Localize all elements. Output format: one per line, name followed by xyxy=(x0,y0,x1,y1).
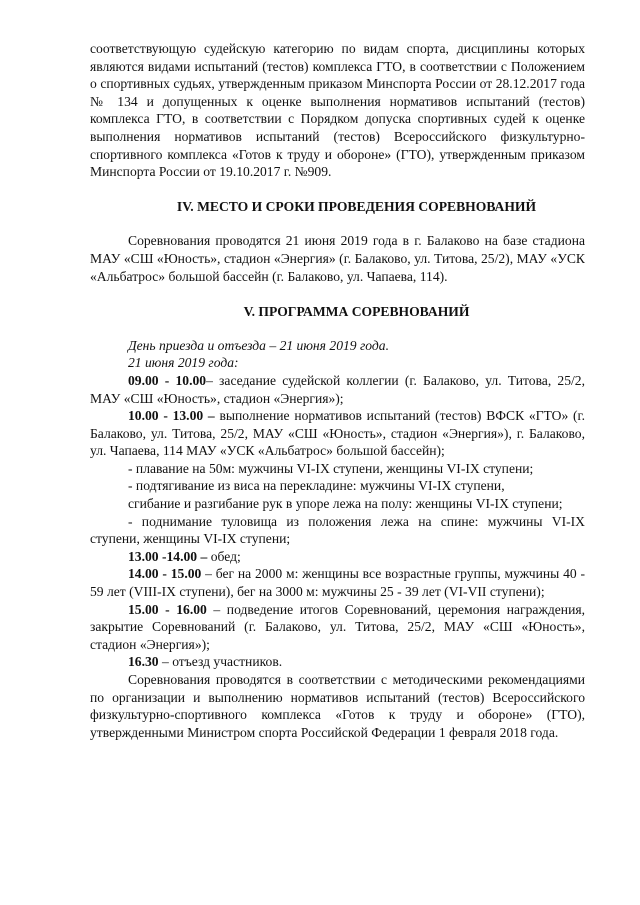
schedule-item-run xyxy=(90,565,585,600)
schedule-time: 16.30 xyxy=(128,654,159,670)
arrival-line xyxy=(90,337,585,355)
schedule-text: – заседание судейской коллегии (г. Балаково, ул. Титова, 25/2, МАУ «СШ «Юность», стадион «Энергия»); xyxy=(90,372,585,406)
intro-paragraph: соответствующую судейскую категорию по видам спорта, дисциплины которых являются видами испытаний (тестов) комплекса ГТО, в соответствии с Положением о спортивных судьях, утвержденным приказом Минспорта России от 28.12.2017 года № 134 и допущенных к оценке выполнения нормативов испытаний (тестов) комплекса ГТО, в соответствии с Порядком допуска спортивных судей к оценке выполнения нормативов испытаний (тестов) Всероссийского физкультурно-спортивного комплекса «Готов к труду и обороне» (ГТО), утвержденным приказом Минспорта России от 19.10.2017 г. №909. xyxy=(90,41,585,180)
schedule-item-tests xyxy=(90,407,585,460)
section-4-title: IV. МЕСТО И СРОКИ ПРОВЕДЕНИЯ СОРЕВНОВАНИЙ xyxy=(176,198,537,214)
final-paragraph: Соревнования проводятся в соответствии с методическими рекомендациями по организации и выполнению нормативов испытаний (тестов) Всероссийского физкультурно-спортивного комплекса «Готов к труду и обороне» (ГТО), утвержденными Министром спорта Российской Федерации 1 февраля 2018 года. xyxy=(90,672,585,740)
subitem-swimming: - плавание на 50м: мужчины VI-IX ступени, женщины VI-IX ступени; xyxy=(128,460,534,476)
arrival-dash: – xyxy=(265,337,280,353)
day-label-text: 21 июня 2019 года: xyxy=(128,355,239,371)
arrival-label: День приезда и отъезда xyxy=(128,337,266,353)
day-label xyxy=(90,354,585,372)
schedule-text: – бег на 2000 м: женщины все возрастные группы, мужчины 40 - 59 лет (VIII-IX ступени), бег на 3000 м: мужчины 25 - 39 лет (VI-VII ступени); xyxy=(90,566,585,600)
subitem-pushups: сгибание и разгибание рук в упоре лежа на полу: женщины VI-IX ступени; xyxy=(128,496,563,512)
schedule-text: выполнение нормативов испытаний (тестов) ВФСК «ГТО» (г. Балаково, ул. Титова, 25/2, МАУ «СШ «Юность», стадион «Энергия»), г. Балаково, ул. Чапаева, 114 МАУ «УСК «Альбатрос» большой бассейн); xyxy=(90,408,585,459)
schedule-item-departure xyxy=(90,653,585,671)
subitem-situps: - поднимание туловища из положения лежа на спине: мужчины VI-IX ступени, женщины VI-IX ступени; xyxy=(90,513,585,547)
schedule-time: 15.00 - 16.00 xyxy=(128,601,207,617)
section-4-paragraph: Соревнования проводятся 21 июня 2019 года в г. Балаково на базе стадиона МАУ «СШ «Юность», стадион «Энергия» (г. Балаково, ул. Титова, 25/2), МАУ «УСК «Альбатрос» большой бассейн (г. Балаково, ул. Чапаева, 114). xyxy=(90,233,585,284)
subitem-pullups: - подтягивание из виса на перекладине: мужчины VI-IX ступени, xyxy=(128,478,505,494)
schedule-time: 10.00 - 13.00 – xyxy=(128,408,215,424)
schedule-item-closing xyxy=(90,601,585,654)
arrival-date: 21 июня 2019 года. xyxy=(279,337,389,353)
schedule-item-judges xyxy=(90,372,585,407)
schedule-text: – подведение итогов Соревнований, церемония награждения, закрытие Соревнований (г. Балаково, ул. Титова, 25/2, МАУ «СШ «Юность», стадион «Энергия»); xyxy=(90,601,585,652)
schedule-text: обед; xyxy=(207,548,241,564)
schedule-time: 14.00 - 15.00 xyxy=(128,566,202,582)
schedule-item-lunch xyxy=(90,548,585,566)
schedule-text: – отъезд участников. xyxy=(158,654,283,670)
schedule-time: 13.00 -14.00 – xyxy=(128,548,208,564)
section-5-title: V. ПРОГРАММА СОРЕВНОВАНИЙ xyxy=(243,304,470,320)
schedule-time: 09.00 - 10.00 xyxy=(128,372,207,388)
